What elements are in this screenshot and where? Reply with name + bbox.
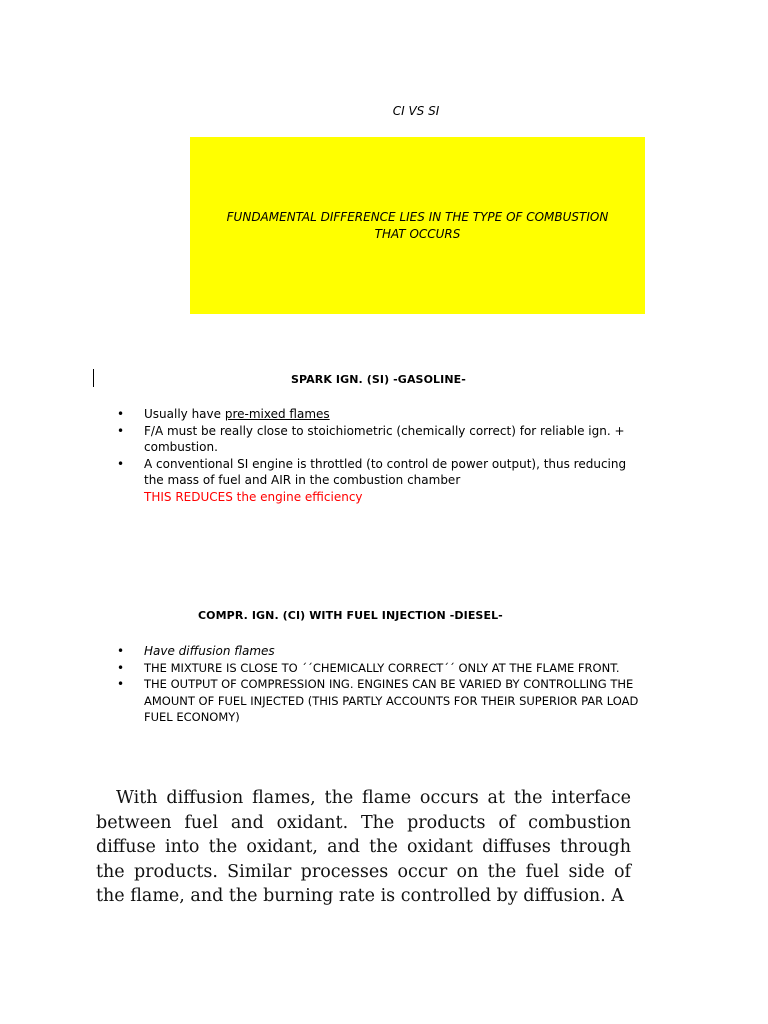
list-item-text: F/A must be really close to stoichiometric (chemically correct) for reliable ign. + combustion. bbox=[144, 423, 625, 454]
list-item-text: Usually have bbox=[144, 407, 225, 421]
spark-ignition-heading: SPARK IGN. (SI) -GASOLINE- bbox=[291, 373, 466, 386]
highlight-box-text: FUNDAMENTAL DIFFERENCE LIES IN THE TYPE OF COMBUSTION THAT OCCURS bbox=[226, 209, 609, 241]
list-item bbox=[113, 423, 643, 456]
premixed-flames-underlined: pre-mixed flames bbox=[224, 407, 330, 421]
book-excerpt-text: With diffusion flames, the flame occurs at the interface between fuel and oxidant. The products of combustion diffuse into the oxidant, and the oxidant diffuses through the products. Similar processes occur on the fuel side of the flame, and the burning rate is controlled by diffusion. A bbox=[96, 788, 631, 906]
list-item-text: Have diffusion flames bbox=[144, 644, 275, 658]
list-item-text: A conventional SI engine is throttled (to control de power output), thus reducing the mass of fuel and AIR in the combustion chamber bbox=[144, 456, 627, 487]
document-title: CI VS SI bbox=[392, 104, 440, 118]
efficiency-note: THIS REDUCES the engine efficiency bbox=[144, 489, 363, 504]
list-item bbox=[113, 660, 643, 677]
list-item bbox=[113, 456, 643, 506]
spark-ignition-list bbox=[113, 406, 643, 505]
highlight-box bbox=[190, 137, 645, 314]
list-item bbox=[113, 676, 643, 726]
list-item-text: THE MIXTURE IS CLOSE TO ´´CHEMICALLY CORRECT´´ ONLY AT THE FLAME FRONT. bbox=[144, 660, 620, 675]
compression-ignition-heading: COMPR. IGN. (CI) WITH FUEL INJECTION -DIESEL- bbox=[198, 609, 503, 622]
book-excerpt bbox=[96, 786, 631, 909]
compression-ignition-list bbox=[113, 643, 643, 726]
text-cursor bbox=[93, 369, 94, 387]
list-item bbox=[113, 406, 643, 423]
list-item-text: THE OUTPUT OF COMPRESSION ING. ENGINES CAN BE VARIED BY CONTROLLING THE AMOUNT OF FUEL INJECTED (THIS PARTLY ACCOUNTS FOR THEIR SUPERIOR PAR LOAD FUEL ECONOMY) bbox=[144, 677, 639, 724]
list-item bbox=[113, 643, 643, 660]
